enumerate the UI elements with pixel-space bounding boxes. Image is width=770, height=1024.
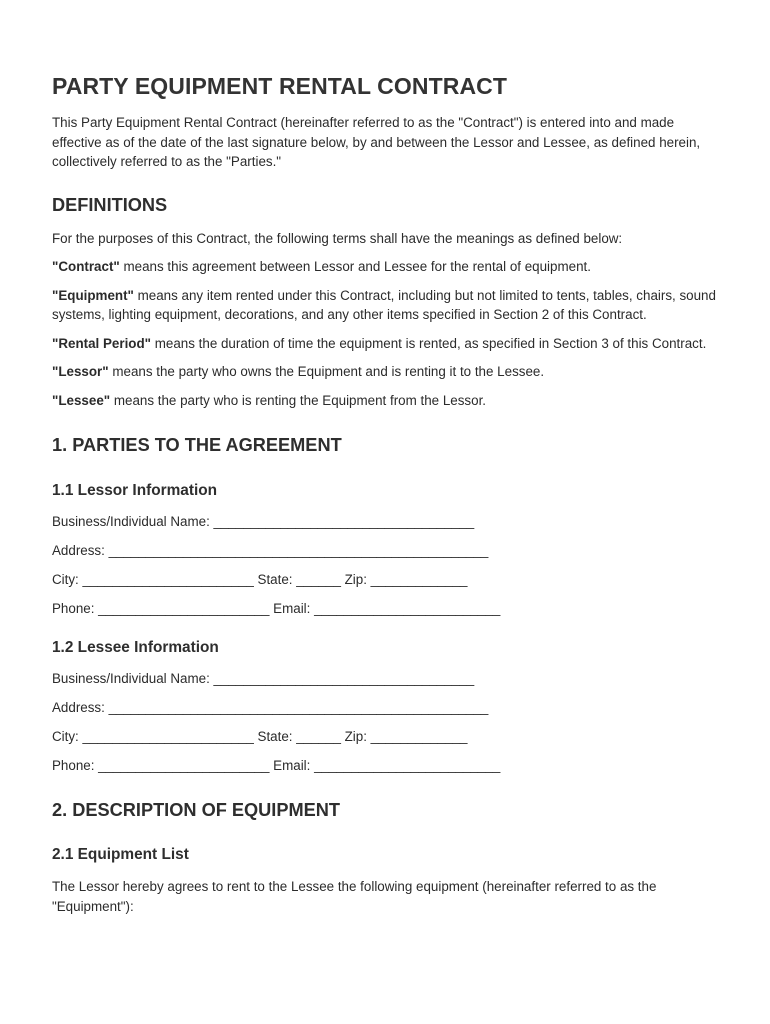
equipment-list-paragraph: The Lessor hereby agrees to rent to the Lessee the following equipment (hereinafter referred to as the "Equipment"): xyxy=(52,879,657,914)
definition-text: means the duration of time the equipment is rented, as specified in Section 3 of this Contract. xyxy=(151,335,707,351)
lessee-phone-field: Phone: _______________________ Email: _________________________ xyxy=(52,758,501,773)
definition-term: "Contract" xyxy=(52,259,120,274)
definition-item xyxy=(52,334,722,354)
lessor-phone-field: Phone: _______________________ Email: _________________________ xyxy=(52,601,501,616)
definition-text: means the party who owns the Equipment and is renting it to the Lessee. xyxy=(108,364,545,379)
definition-term: "Lessee" xyxy=(52,392,111,408)
lessor-name-field: Business/Individual Name: ___________________________________ xyxy=(52,514,475,529)
document-page xyxy=(52,72,722,916)
section2-heading: 2. DESCRIPTION OF EQUIPMENT xyxy=(52,800,340,820)
document-title: PARTY EQUIPMENT RENTAL CONTRACT xyxy=(52,73,508,99)
intro-paragraph: This Party Equipment Rental Contract (hereinafter referred to as the "Contract") is entered into and made effective as of the date of the last signature below, by and between the Lessor and Lessee, as defined herein, collectively referred to as the "Parties." xyxy=(52,115,701,169)
lessor-info-heading: 1.1 Lessor Information xyxy=(52,482,218,499)
lessee-city-field: City: _______________________ State: ______ Zip: _____________ xyxy=(52,729,468,744)
definitions-intro: For the purposes of this Contract, the following terms shall have the meanings as defined below: xyxy=(52,230,623,246)
lessee-name-field: Business/Individual Name: ___________________________________ xyxy=(52,671,475,686)
definition-term: "Rental Period" xyxy=(52,335,152,351)
definition-text: means the party who is renting the Equipment from the Lessor. xyxy=(110,392,487,408)
lessee-info-heading: 1.2 Lessee Information xyxy=(52,639,219,656)
lessor-address-field: Address: ___________________________________________________ xyxy=(52,543,489,558)
definitions-heading: DEFINITIONS xyxy=(52,194,168,215)
definition-item xyxy=(52,362,722,382)
definition-text: means any item rented under this Contract, including but not limited to tents, tables, chairs, sound systems, lighting equipment, decorations, and any other items specified in Section 2 of this Contract. xyxy=(52,287,716,322)
lessee-address-field: Address: ___________________________________________________ xyxy=(52,700,489,715)
definition-item xyxy=(52,286,722,325)
definition-item xyxy=(52,257,722,277)
lessor-city-field: City: _______________________ State: ______ Zip: _____________ xyxy=(52,572,468,587)
equipment-list-heading: 2.1 Equipment List xyxy=(52,846,189,863)
definition-text: means this agreement between Lessor and Lessee for the rental of equipment. xyxy=(119,259,591,274)
section1-heading: 1. PARTIES TO THE AGREEMENT xyxy=(52,435,342,455)
definition-term: "Equipment" xyxy=(52,287,134,303)
definition-term: "Lessor" xyxy=(52,364,109,379)
definition-item xyxy=(52,391,722,411)
